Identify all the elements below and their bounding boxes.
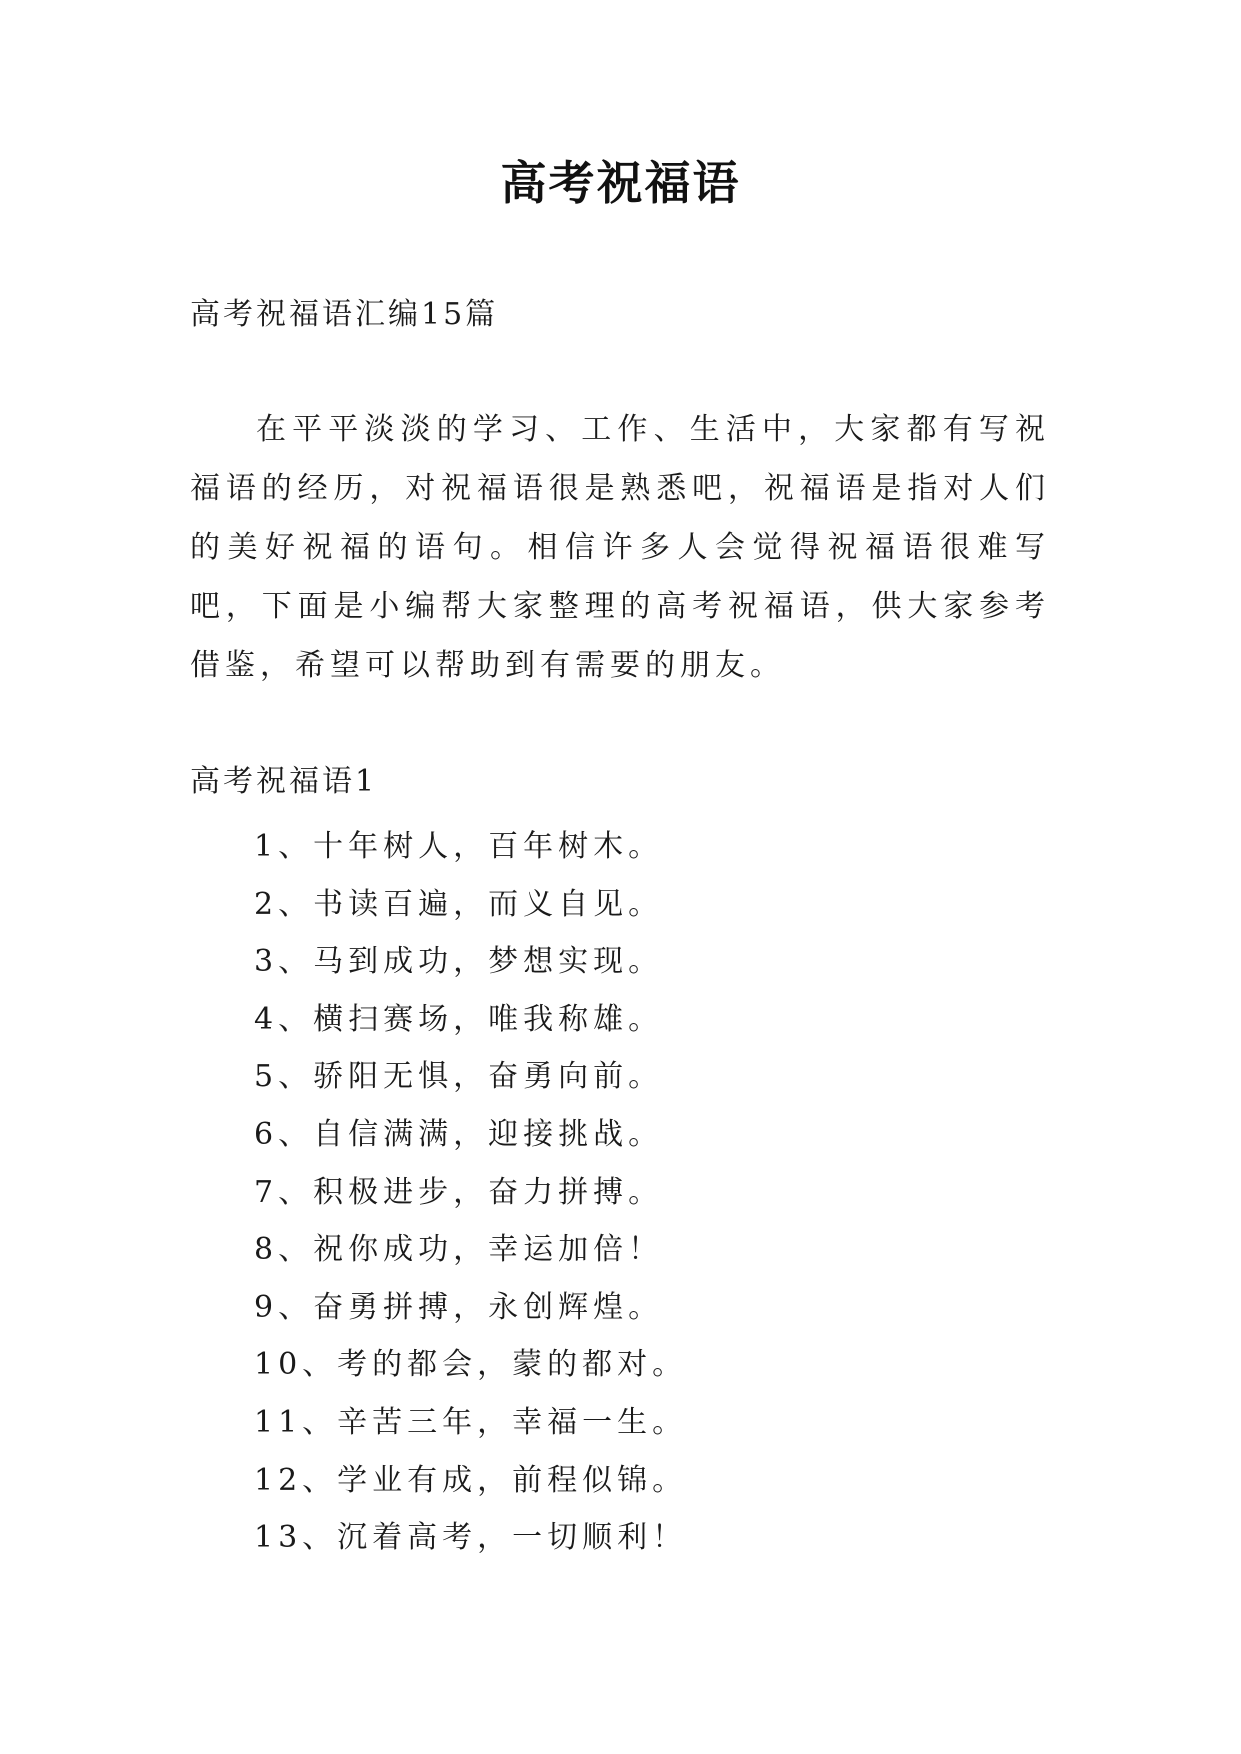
list-item: 5、骄阳无惧，奋勇向前。 bbox=[254, 1059, 664, 1095]
list-item: 9、奋勇拼搏，永创辉煌。 bbox=[254, 1289, 664, 1325]
list-item: 2、书读百遍，而义自见。 bbox=[254, 886, 664, 922]
wish-list bbox=[254, 818, 687, 1567]
page-title: 高考祝福语 bbox=[500, 156, 741, 210]
list-item: 3、马到成功，梦想实现。 bbox=[254, 944, 664, 980]
list-item: 1、十年树人，百年树木。 bbox=[254, 829, 664, 864]
document-subtitle: 高考祝福语汇编15篇 bbox=[190, 297, 499, 332]
list-item: 4、横扫赛场，唯我称雄。 bbox=[254, 1001, 664, 1037]
list-item: 10、考的都会，蒙的都对。 bbox=[254, 1347, 688, 1383]
list-item: 6、自信满满，迎接挑战。 bbox=[254, 1116, 664, 1152]
section-heading: 高考祝福语1 bbox=[190, 764, 378, 799]
list-item: 7、积极进步，奋力拼搏。 bbox=[254, 1174, 664, 1210]
list-item: 12、学业有成，前程似锦。 bbox=[254, 1462, 688, 1498]
list-item: 8、祝你成功，幸运加倍！ bbox=[254, 1232, 664, 1268]
list-item: 13、沉着高考，一切顺利！ bbox=[254, 1520, 688, 1556]
list-item: 11、辛苦三年，幸福一生。 bbox=[254, 1404, 688, 1440]
intro-paragraph: 在平平淡淡的学习、工作、生活中，大家都有写祝福语的经历，对祝福语很是熟悉吧，祝福语是指对人们的美好祝福的语句。相信许多人会觉得祝福语很难写吧，下面是小编帮大家整理的高考祝福语，供大家参考借鉴，希望可以帮助到有需要的朋友。 bbox=[190, 412, 1050, 683]
